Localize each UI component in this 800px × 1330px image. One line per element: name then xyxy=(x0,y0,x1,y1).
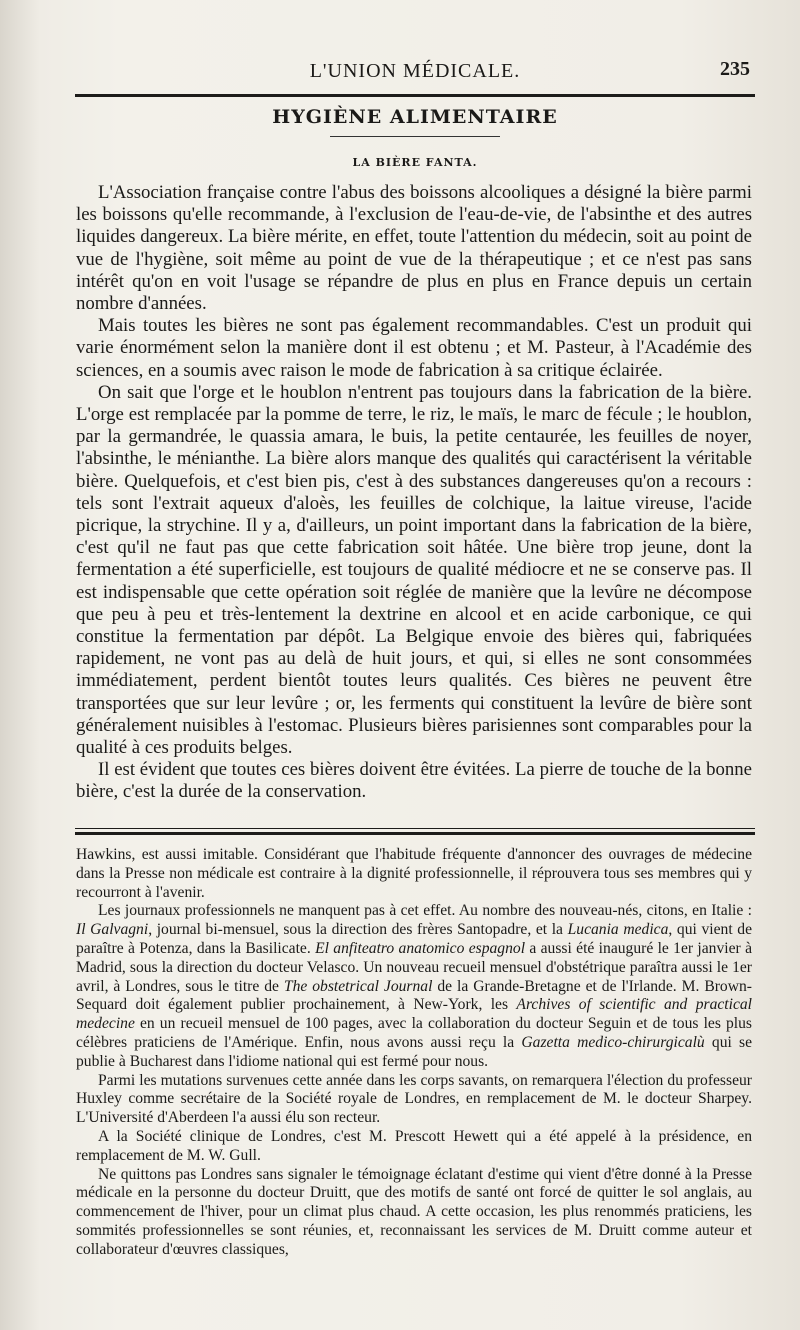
news-text: qui se publie à Bucharest dans l'idiome national qui est fermé pour nous. xyxy=(76,1033,753,1070)
article-paragraph: On sait que l'orge et le houblon n'entrent pas toujours dans la fabrication de la bière. L'orge est remplacée par la pomme de terre, le riz, le maïs, le marc de fécule ; le houblon, par la germandrée, le quassia amara, le buis, la petite centaurée, les feuilles de noyer, l'absinthe, le ménianthe. La bière alors manque des qualités qui caractérisent la véritable bière. Quelquefois, et c'est bien pis, c'est à des substances dangereuses qu'on a recours : tels sont l'extrait aqueux d'aloès, les feuilles de colchique, la laitue vireuse, l'acide picrique, la strychine. Il y a, d'ailleurs, un point important dans la fabrication de la bière, c'est qu'il ne faut pas que cette fabrication soit hâtée. Une bière trop jeune, dont la fermentation a été superficielle, est toujours de qualité médiocre et ne se conserve pas. Il est indispensable que cette opération soit réglée de manière que la levûre ne décompose que peu à peu et très-lentement la dextrine en alcool et en acide carbonique, ce qui constitue la fermentation par dépôt. La Belgique envoie des bières qui, fabriquées rapidement, ne vont pas au delà de huit jours, et qui, si elles ne sont consommées immédiatement, perdent bientôt toutes leurs qualités. Ces bières ne peuvent être transportées que sur leur levûre ; or, les ferments qui constituent la levûre de bière sont généralement nuisibles à l'estomac. Plusieurs bières parisiennes sont comparables pour la qualité à ces produits belges. xyxy=(76,381,752,759)
running-title: L'UNION MÉDICALE. xyxy=(309,60,521,82)
news-text: de la Grande-Bretagne et de l'Irlande. M. Brown-Sequard doit également publier prochainement, à New-York, les xyxy=(76,977,752,1014)
article-subtitle: LA BIÈRE FANTA. xyxy=(352,156,478,169)
news-text: , qui vient de paraître à Potenza, dans la Basilicate. xyxy=(76,921,752,957)
page-number: 235 xyxy=(720,58,750,80)
news-text: , journal bi-mensuel, sous la direction des frères Santopadre, et la xyxy=(148,921,568,939)
header-rule xyxy=(75,94,755,97)
journal-title: The obstetrical Journal xyxy=(283,977,433,995)
news-text: en un recueil mensuel de 100 pages, avec la collaboration du docteur Seguin et de tous les plus célèbres praticiens de l'Amérique. Enfin, nous avons aussi reçu la xyxy=(76,1015,752,1051)
news-paragraph: A la Société clinique de Londres, c'est M. Prescott Hewett qui a été appelé à la présidence, en remplacement de M. W. Gull. xyxy=(76,1127,752,1164)
section-rule-bottom xyxy=(75,832,755,835)
journal-title: Il Galvagni xyxy=(76,921,149,939)
news-text: Les journaux professionnels ne manquent pas à cet effet. Au nombre des nouveau-nés, citons, en Italie : xyxy=(98,902,752,920)
news-paragraph: Parmi les mutations survenues cette année dans les corps savants, on remarquera l'élection du professeur Huxley comme secrétaire de la Société royale de Londres, en remplacement de M. le docteur Sharpey. L'Université d'Aberdeen l'a aussi élu son recteur. xyxy=(76,1071,752,1127)
article-paragraph: Il est évident que toutes ces bières doivent être évitées. La pierre de touche de la bonne bière, c'est la durée de la conservation. xyxy=(76,759,752,803)
news-paragraph: Hawkins, est aussi imitable. Considérant que l'habitude fréquente d'annoncer des ouvrages de médecine dans la Presse non médicale est contraire à la dignité professionnelle, il réprouvera tous ses membres qui y recourront à l'avenir. xyxy=(76,846,752,901)
page-header xyxy=(80,52,750,92)
journal-title: Archives of scientific and practical medecine xyxy=(76,996,753,1033)
article-paragraph: L'Association française contre l'abus des boissons alcooliques a désigné la bière parmi les boissons qu'elle recommande, à l'exclusion de l'eau-de-vie, de l'absinthe et des autres liquides dangereux. La bière mérite, en effet, toute l'attention du médecin, soit au point de vue de l'hygiène, soit même au point de vue de la thérapeutique ; et ce n'est pas sans intérêt qu'on en voit l'usage se répandre de plus en plus en France depuis un certain nombre d'années. xyxy=(76,182,752,315)
title-divider xyxy=(330,136,500,137)
article-body xyxy=(76,182,752,804)
section-title: HYGIÈNE ALIMENTAIRE xyxy=(272,106,558,128)
article-paragraph: Mais toutes les bières ne sont pas également recommandables. C'est un produit qui varie énormément selon la manière dont il est obtenu ; et M. Pasteur, à l'Académie des sciences, en a soumis avec raison le mode de fabrication à sa critique éclairée. xyxy=(76,315,752,381)
journal-title: Lucania medica xyxy=(567,921,669,939)
news-paragraph: Ne quittons pas Londres sans signaler le témoignage éclatant d'estime qui vient d'être donné à la Presse médicale en la personne du docteur Druitt, que des motifs de santé ont forcé de quitter le sol anglais, au commencement de l'hiver, pour un climat plus chaud. A cette occasion, les plus renommés praticiens, les sommités professionnelles se sont réunies, et, reconnaissant les services de M. Druitt comme auteur et collaborateur d'œuvres classiques, xyxy=(76,1165,752,1258)
journal-title: Gazetta medico-chirurgicalù xyxy=(521,1033,705,1051)
news-text: a aussi été inauguré le 1er janvier à Madrid, sous la direction du docteur Velasco. Un nouveau recueil mensuel d'obstétrique paraîtra aussi le 1er avril, à Londres, sous le titre de xyxy=(76,939,752,995)
news-paragraph xyxy=(76,902,752,1071)
news-column xyxy=(76,846,752,1260)
section-rule-top xyxy=(75,828,755,829)
journal-title: El anfiteatro anatomico espagnol xyxy=(315,939,526,957)
